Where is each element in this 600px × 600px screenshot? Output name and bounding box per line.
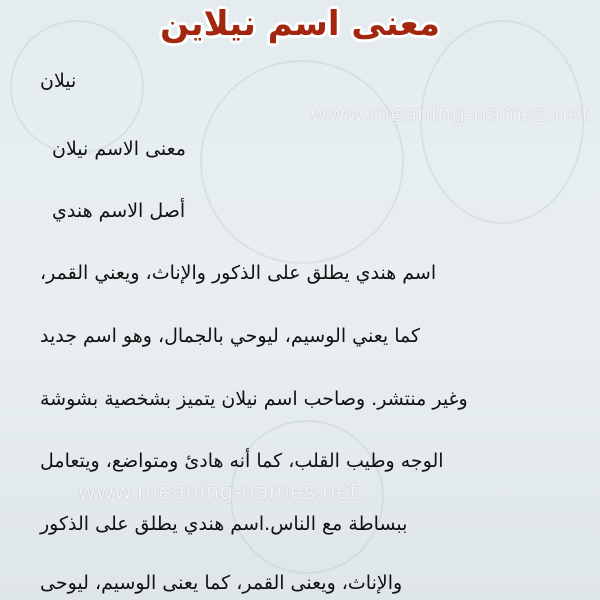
origin-line: أصل الاسم هندي (52, 200, 186, 222)
watermark-top: www.meaning-names.net (309, 102, 590, 127)
background-sketch (200, 60, 404, 264)
description-line: اسم هندي يطلق على الذكور والإناث، ويعني القمر، (40, 262, 437, 284)
name-line: نيلان (40, 70, 77, 92)
description-line: كما يعني الوسيم، ليوحي بالجمال، وهو اسم جديد (40, 325, 421, 347)
description-line: الوجه وطيب القلب، كما أنه هادئ ومتواضع، ويتعامل (40, 450, 444, 472)
page-title: معنى اسم نيلاين (160, 4, 440, 44)
description-line: ببساطة مع الناس.اسم هندي يطلق على الذكور (40, 513, 408, 535)
watermark-bottom: www.meaning-names.net (78, 480, 359, 505)
meaning-heading: معنى الاسم نيلان (52, 138, 186, 160)
description-line: والإناث، ويعنى القمر، كما يعنى الوسيم، ليوحى (40, 572, 403, 594)
description-line: وغير منتشر. وصاحب اسم نيلان يتميز بشخصية بشوشة (40, 388, 468, 410)
